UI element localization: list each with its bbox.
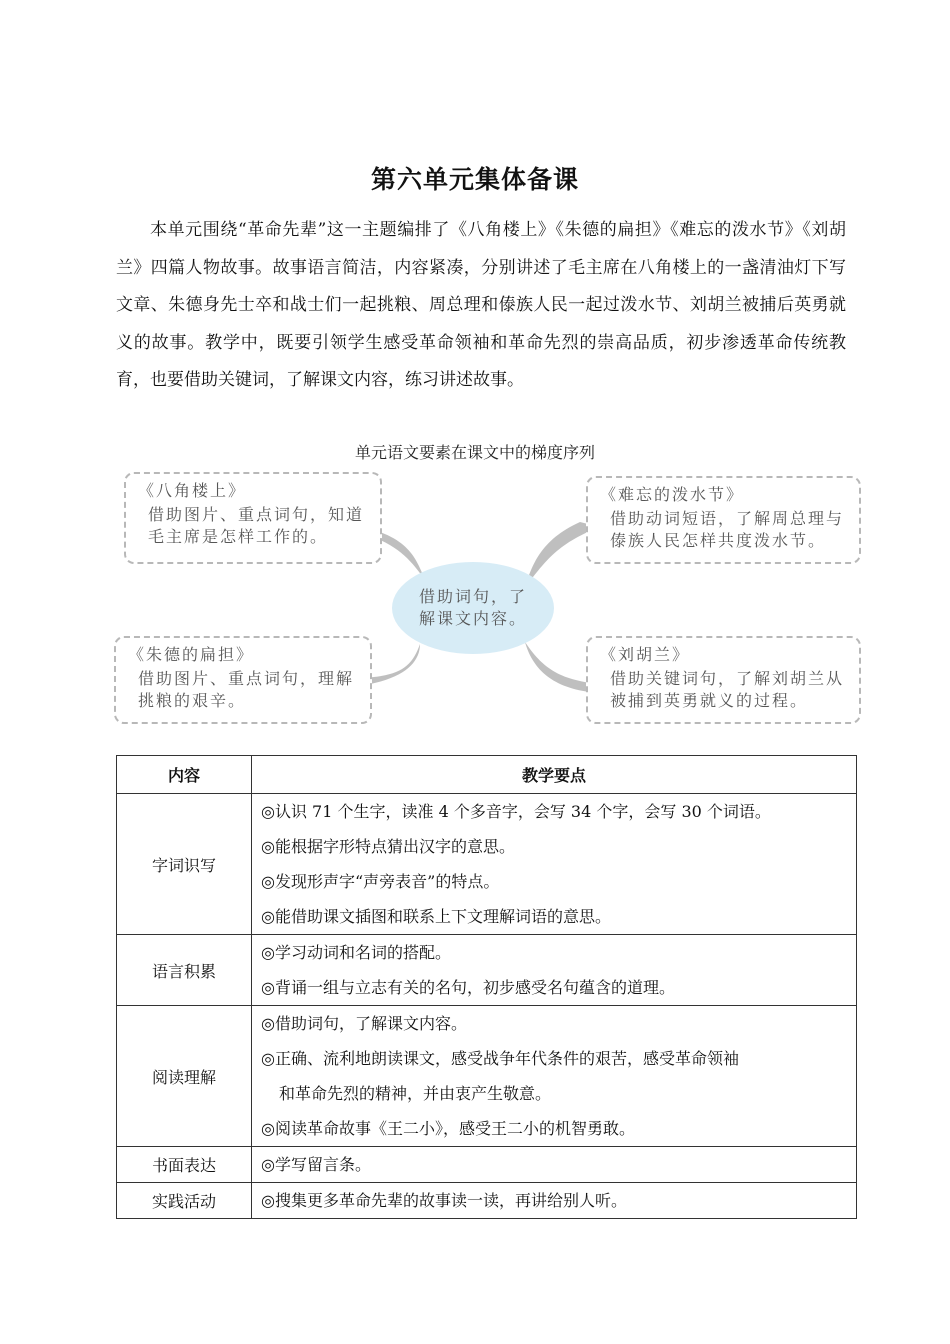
table-row xyxy=(117,1147,857,1183)
point: ◎能根据字形特点猜出汉字的意思。 xyxy=(261,837,515,856)
point: ◎阅读革命故事《王二小》，感受王二小的机智勇敢。 xyxy=(261,1119,635,1138)
table-row xyxy=(117,1183,857,1219)
row-category: 书面表达 xyxy=(117,1147,252,1183)
page-title: 第六单元集体备课 xyxy=(370,165,579,194)
row-category: 语言积累 xyxy=(117,935,252,1006)
table-row xyxy=(117,935,857,1006)
row-points xyxy=(252,1183,857,1219)
point-continuation: 和革命先烈的精神，并由衷产生敬意。 xyxy=(279,1084,552,1103)
row-category: 阅读理解 xyxy=(117,1006,252,1147)
point: ◎正确、流利地朗读课文，感受战争年代条件的艰苦，感受革命领袖 xyxy=(261,1049,739,1068)
node-poshuijie xyxy=(586,476,861,564)
node-liuhulan xyxy=(586,636,861,724)
node-title: 《刘胡兰》 xyxy=(600,645,691,664)
table-row xyxy=(117,794,857,935)
center-topic xyxy=(392,562,554,654)
center-text: 借助词句，了解课文内容。 xyxy=(418,587,527,628)
node-bajiaolou xyxy=(124,472,382,564)
row-points xyxy=(252,794,857,935)
header-content: 内容 xyxy=(117,756,252,794)
node-desc: 借助图片、重点词句，知道毛主席是怎样工作的。 xyxy=(148,505,365,546)
node-desc: 借助动词短语，了解周总理与傣族人民怎样共度泼水节。 xyxy=(610,509,845,550)
point: ◎搜集更多革命先辈的故事读一读，再讲给别人听。 xyxy=(261,1191,627,1210)
node-title: 《朱德的扁担》 xyxy=(128,645,255,664)
node-title: 《难忘的泼水节》 xyxy=(600,485,745,504)
node-desc: 借助图片、重点词句，理解挑粮的艰辛。 xyxy=(138,669,355,710)
row-points xyxy=(252,1006,857,1147)
node-title: 《八角楼上》 xyxy=(138,481,247,500)
row-category: 字词识写 xyxy=(117,794,252,935)
row-points xyxy=(252,1147,857,1183)
point: ◎借助词句，了解课文内容。 xyxy=(261,1014,467,1033)
table-header-row xyxy=(117,756,857,794)
node-zhude xyxy=(114,636,372,724)
intro-paragraph: 本单元围绕“革命先辈”这一主题编排了《八角楼上》《朱德的扁担》《难忘的泼水节》《刘胡兰》四篇人物故事。故事语言简洁，内容紧凑，分别讲述了毛主席在八角楼上的一盏清油灯下写文章、朱德身先士卒和战士们一起挑粮、周总理和傣族人民一起过泼水节、刘胡兰被捕后英勇就义的故事。教学中，既要引领学生感受革命领袖和革命先烈的崇高品质，初步渗透革命传统教育，也要借助关键词，了解课文内容，练习讲述故事。 xyxy=(116,220,846,390)
point: ◎能借助课文插图和联系上下文理解词语的意思。 xyxy=(261,907,611,926)
mind-map xyxy=(100,462,880,732)
point: ◎发现形声字“声旁表音”的特点。 xyxy=(261,872,500,891)
row-points xyxy=(252,935,857,1006)
table-row xyxy=(117,1006,857,1147)
point: ◎学习动词和名词的搭配。 xyxy=(261,943,451,962)
node-desc: 借助关键词句，了解刘胡兰从被捕到英勇就义的过程。 xyxy=(610,669,845,710)
row-category: 实践活动 xyxy=(117,1183,252,1219)
point: ◎学写留言条。 xyxy=(261,1155,371,1174)
teaching-plan-table xyxy=(116,755,857,1219)
diagram-title: 单元语文要素在课文中的梯度序列 xyxy=(354,443,595,462)
point: ◎认识 71 个生字，读准 4 个多音字，会写 34 个字，会写 30 个词语。 xyxy=(261,802,771,821)
header-teaching-points: 教学要点 xyxy=(252,756,857,794)
point: ◎背诵一组与立志有关的名句，初步感受名句蕴含的道理。 xyxy=(261,978,675,997)
